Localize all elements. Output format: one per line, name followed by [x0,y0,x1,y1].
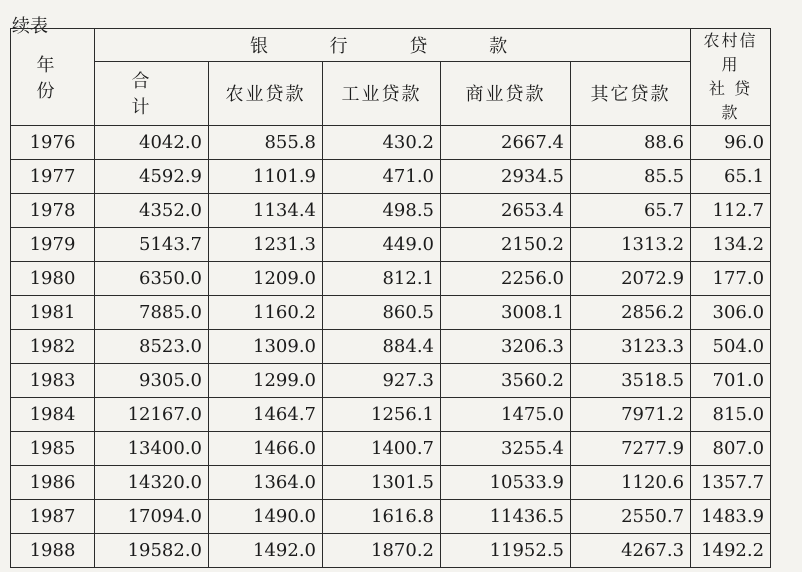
commerce-loan-cell: 3206.3 [441,330,571,364]
table-row [11,126,771,160]
industry-loan-cell: 471.0 [323,160,441,194]
industry-loan-cell: 1301.5 [323,466,441,500]
industry-loan-cell: 1400.7 [323,432,441,466]
rural-credit-header-line2: 社 贷 款 [709,79,753,122]
rural-credit-cell: 177.0 [691,262,771,296]
year-cell: 1984 [11,398,95,432]
other-loan-cell: 3518.5 [571,364,691,398]
industry-loan-cell: 812.1 [323,262,441,296]
other-loan-cell: 1120.6 [571,466,691,500]
agri-loan-cell: 1101.9 [209,160,323,194]
year-cell: 1986 [11,466,95,500]
table-row [11,364,771,398]
industry-loan-cell: 430.2 [323,126,441,160]
total-cell: 8523.0 [95,330,209,364]
commerce-loan-cell: 2150.2 [441,228,571,262]
industry-column-header: 工业贷款 [323,61,441,125]
rural-credit-cell: 1483.9 [691,500,771,534]
rural-credit-cell: 65.1 [691,160,771,194]
commerce-loan-cell: 2667.4 [441,126,571,160]
table-row [11,466,771,500]
loans-table [10,28,771,568]
year-cell: 1985 [11,432,95,466]
table-header [11,29,771,126]
table-body [11,126,771,568]
total-cell: 5143.7 [95,228,209,262]
other-loan-cell: 7971.2 [571,398,691,432]
year-cell: 1988 [11,534,95,568]
year-cell: 1977 [11,160,95,194]
agri-loan-cell: 1209.0 [209,262,323,296]
industry-loan-cell: 860.5 [323,296,441,330]
commerce-loan-cell: 11436.5 [441,500,571,534]
agri-column-header: 农业贷款 [209,61,323,125]
year-cell: 1980 [11,262,95,296]
industry-loan-cell: 884.4 [323,330,441,364]
agri-loan-cell: 1492.0 [209,534,323,568]
rural-credit-cell: 96.0 [691,126,771,160]
total-cell: 4352.0 [95,194,209,228]
table-row [11,228,771,262]
commerce-loan-cell: 10533.9 [441,466,571,500]
total-cell: 4042.0 [95,126,209,160]
agri-loan-cell: 1490.0 [209,500,323,534]
total-cell: 9305.0 [95,364,209,398]
other-loan-cell: 7277.9 [571,432,691,466]
year-cell: 1987 [11,500,95,534]
agri-loan-cell: 1466.0 [209,432,323,466]
agri-loan-cell: 855.8 [209,126,323,160]
table-row [11,296,771,330]
commerce-column-header: 商业贷款 [441,61,571,125]
agri-loan-cell: 1231.3 [209,228,323,262]
agri-loan-cell: 1299.0 [209,364,323,398]
commerce-loan-cell: 1475.0 [441,398,571,432]
table-row [11,160,771,194]
other-loan-cell: 1313.2 [571,228,691,262]
year-cell: 1983 [11,364,95,398]
commerce-loan-cell: 11952.5 [441,534,571,568]
table-row [11,262,771,296]
table-row [11,398,771,432]
other-column-header: 其它贷款 [571,61,691,125]
industry-loan-cell: 1616.8 [323,500,441,534]
year-cell: 1978 [11,194,95,228]
total-cell: 7885.0 [95,296,209,330]
total-cell: 14320.0 [95,466,209,500]
other-loan-cell: 2072.9 [571,262,691,296]
rural-credit-cell: 306.0 [691,296,771,330]
rural-credit-cell: 504.0 [691,330,771,364]
rural-credit-cell: 134.2 [691,228,771,262]
table-row [11,432,771,466]
commerce-loan-cell: 2653.4 [441,194,571,228]
rural-credit-cell: 807.0 [691,432,771,466]
total-cell: 13400.0 [95,432,209,466]
rural-credit-header-line1: 农村信用 [703,31,758,74]
header-row-2 [11,61,771,125]
year-cell: 1982 [11,330,95,364]
other-loan-cell: 4267.3 [571,534,691,568]
rural-credit-cell: 815.0 [691,398,771,432]
total-cell: 12167.0 [95,398,209,432]
commerce-loan-cell: 3560.2 [441,364,571,398]
total-cell: 6350.0 [95,262,209,296]
commerce-loan-cell: 3008.1 [441,296,571,330]
table-row [11,534,771,568]
bank-loans-header: 银 行 贷 款 [95,29,691,62]
total-column-header: 合 计 [95,61,209,125]
table-row [11,330,771,364]
table-row [11,500,771,534]
industry-loan-cell: 927.3 [323,364,441,398]
agri-loan-cell: 1160.2 [209,296,323,330]
other-loan-cell: 2856.2 [571,296,691,330]
other-loan-cell: 2550.7 [571,500,691,534]
year-cell: 1981 [11,296,95,330]
year-cell: 1976 [11,126,95,160]
rural-credit-cell: 112.7 [691,194,771,228]
table-continued-caption: 续表 [12,16,48,37]
agri-loan-cell: 1309.0 [209,330,323,364]
other-loan-cell: 85.5 [571,160,691,194]
table-row [11,194,771,228]
agri-loan-cell: 1134.4 [209,194,323,228]
rural-credit-cell: 1492.2 [691,534,771,568]
industry-loan-cell: 1256.1 [323,398,441,432]
rural-credit-header [691,29,771,126]
other-loan-cell: 3123.3 [571,330,691,364]
agri-loan-cell: 1364.0 [209,466,323,500]
industry-loan-cell: 1870.2 [323,534,441,568]
total-cell: 19582.0 [95,534,209,568]
industry-loan-cell: 449.0 [323,228,441,262]
header-row-1 [11,29,771,62]
industry-loan-cell: 498.5 [323,194,441,228]
commerce-loan-cell: 2256.0 [441,262,571,296]
commerce-loan-cell: 2934.5 [441,160,571,194]
rural-credit-cell: 701.0 [691,364,771,398]
year-cell: 1979 [11,228,95,262]
total-cell: 4592.9 [95,160,209,194]
year-header: 年 份 [11,29,95,126]
other-loan-cell: 65.7 [571,194,691,228]
commerce-loan-cell: 3255.4 [441,432,571,466]
other-loan-cell: 88.6 [571,126,691,160]
total-cell: 17094.0 [95,500,209,534]
agri-loan-cell: 1464.7 [209,398,323,432]
rural-credit-cell: 1357.7 [691,466,771,500]
